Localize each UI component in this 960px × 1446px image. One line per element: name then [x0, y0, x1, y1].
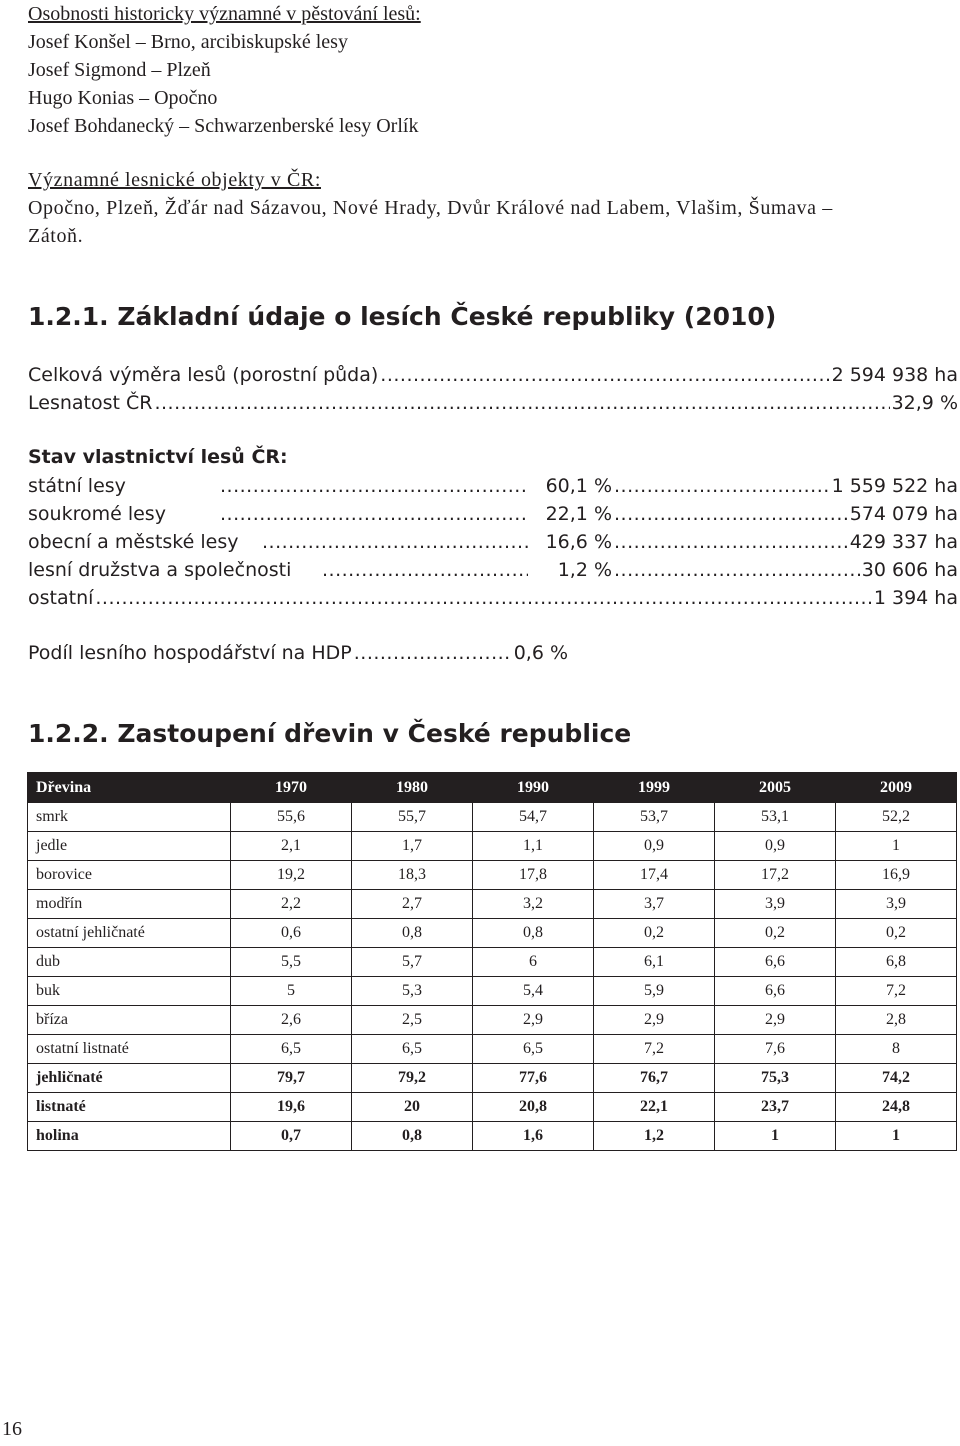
species-name-cell: buk: [28, 977, 231, 1006]
table-header-cell: Dřevina: [28, 773, 231, 803]
table-header-cell: 2009: [836, 773, 957, 803]
table-row: [28, 1093, 957, 1122]
species-name-cell: listnaté: [28, 1093, 231, 1122]
table-row: [28, 890, 957, 919]
share-value-cell: 6: [473, 948, 594, 977]
share-value-cell: 3,2: [473, 890, 594, 919]
share-value-cell: 5,5: [231, 948, 352, 977]
leader-dots: [95, 584, 871, 612]
forestry-objects-block: [28, 166, 958, 250]
leader-dots: [220, 500, 528, 528]
leader-dots: [614, 500, 848, 528]
share-value-cell: 79,2: [352, 1064, 473, 1093]
species-name-cell: jehličnaté: [28, 1064, 231, 1093]
share-value-cell: 17,2: [715, 861, 836, 890]
share-value-cell: 1,6: [473, 1122, 594, 1151]
table-row: [28, 1064, 957, 1093]
share-value-cell: 8: [836, 1035, 957, 1064]
person-line: Josef Sigmond – Plzeň: [28, 59, 211, 81]
table-row: [28, 832, 957, 861]
share-value-cell: 6,5: [231, 1035, 352, 1064]
share-value-cell: 19,6: [231, 1093, 352, 1122]
objects-heading: Významné lesnické objekty v ČR:: [28, 169, 321, 191]
share-value-cell: 0,2: [715, 919, 836, 948]
share-value-cell: 3,9: [715, 890, 836, 919]
share-value-cell: 54,7: [473, 803, 594, 832]
species-name-cell: modřín: [28, 890, 231, 919]
share-value-cell: 1: [836, 1122, 957, 1151]
ownership-label: státní lesy: [28, 475, 126, 497]
species-name-cell: borovice: [28, 861, 231, 890]
share-value-cell: 23,7: [715, 1093, 836, 1122]
share-value-cell: 0,8: [473, 919, 594, 948]
table-header-cell: 1999: [594, 773, 715, 803]
share-value-cell: 3,7: [594, 890, 715, 919]
share-value-cell: 0,8: [352, 1122, 473, 1151]
leader-dots: [262, 528, 528, 556]
share-value-cell: 0,9: [594, 832, 715, 861]
share-value-cell: 24,8: [836, 1093, 957, 1122]
share-value-cell: 53,1: [715, 803, 836, 832]
forest-cover-value: 32,9 %: [891, 392, 958, 414]
leader-dots: [614, 528, 848, 556]
person-line: Hugo Konias – Opočno: [28, 87, 218, 109]
table-row: [28, 1035, 957, 1064]
species-name-cell: dub: [28, 948, 231, 977]
share-value-cell: 2,5: [352, 1006, 473, 1035]
table-row: [28, 1006, 957, 1035]
gdp-label: Podíl lesního hospodářství na HDP: [28, 642, 352, 664]
share-value-cell: 1,7: [352, 832, 473, 861]
share-value-cell: 74,2: [836, 1064, 957, 1093]
share-value-cell: 7,2: [836, 977, 957, 1006]
species-name-cell: holina: [28, 1122, 231, 1151]
table-header-row: [28, 773, 957, 803]
person-line: Josef Bohdanecký – Schwarzenberské lesy Orlík: [28, 115, 419, 137]
share-value-cell: 20,8: [473, 1093, 594, 1122]
share-value-cell: 2,2: [231, 890, 352, 919]
table-row: [28, 803, 957, 832]
ownership-percent: 60,1 %: [545, 475, 612, 497]
share-value-cell: 77,6: [473, 1064, 594, 1093]
table-row: [28, 1122, 957, 1151]
share-value-cell: 2,9: [594, 1006, 715, 1035]
ownership-label: soukromé lesy: [28, 503, 166, 525]
share-value-cell: 19,2: [231, 861, 352, 890]
historical-heading: Osobnosti historicky významné v pěstování lesů:: [28, 3, 421, 25]
share-value-cell: 17,4: [594, 861, 715, 890]
section-122-title: 1.2.2. Zastoupení dřevin v České republice: [28, 719, 632, 748]
species-name-cell: bříza: [28, 1006, 231, 1035]
ownership-area: 1 559 522 ha: [831, 475, 958, 497]
section-121-title: 1.2.1. Základní údaje o lesích České republiky (2010): [28, 302, 777, 331]
share-value-cell: 55,7: [352, 803, 473, 832]
table-row: [28, 977, 957, 1006]
gdp-value: 0,6 %: [513, 642, 568, 664]
ownership-area: 30 606 ha: [861, 559, 958, 581]
share-value-cell: 6,1: [594, 948, 715, 977]
tree-species-table: [27, 772, 957, 1151]
species-name-cell: jedle: [28, 832, 231, 861]
share-value-cell: 6,6: [715, 977, 836, 1006]
share-value-cell: 2,7: [352, 890, 473, 919]
share-value-cell: 18,3: [352, 861, 473, 890]
leader-dots: [380, 361, 829, 389]
share-value-cell: 5,7: [352, 948, 473, 977]
share-value-cell: 7,6: [715, 1035, 836, 1064]
share-value-cell: 0,8: [352, 919, 473, 948]
share-value-cell: 6,5: [352, 1035, 473, 1064]
leader-dots: [354, 639, 512, 667]
ownership-heading: Stav vlastnictví lesů ČR:: [28, 446, 288, 468]
share-value-cell: 20: [352, 1093, 473, 1122]
table-header-cell: 1970: [231, 773, 352, 803]
share-value-cell: 1,2: [594, 1122, 715, 1151]
ownership-row: [28, 472, 958, 500]
species-name-cell: ostatní listnaté: [28, 1035, 231, 1064]
share-value-cell: 0,2: [594, 919, 715, 948]
forest-cover-row: [28, 389, 958, 417]
share-value-cell: 1: [715, 1122, 836, 1151]
objects-list-line: Zátoň.: [28, 225, 84, 247]
share-value-cell: 2,8: [836, 1006, 957, 1035]
share-value-cell: 5,3: [352, 977, 473, 1006]
share-value-cell: 2,9: [473, 1006, 594, 1035]
species-name-cell: smrk: [28, 803, 231, 832]
leader-dots: [154, 389, 889, 417]
share-value-cell: 2,1: [231, 832, 352, 861]
gdp-row: [28, 639, 568, 667]
share-value-cell: 0,2: [836, 919, 957, 948]
share-value-cell: 0,6: [231, 919, 352, 948]
share-value-cell: 79,7: [231, 1064, 352, 1093]
objects-list-line: Opočno, Plzeň, Žďár nad Sázavou, Nové Hrady, Dvůr Králové nad Labem, Vlašim, Šumava –: [28, 197, 833, 219]
leader-dots: [322, 556, 528, 584]
share-value-cell: 5,9: [594, 977, 715, 1006]
share-value-cell: 1,1: [473, 832, 594, 861]
table-row: [28, 919, 957, 948]
ownership-row: [28, 556, 958, 584]
share-value-cell: 0,9: [715, 832, 836, 861]
share-value-cell: 55,6: [231, 803, 352, 832]
share-value-cell: 6,5: [473, 1035, 594, 1064]
share-value-cell: 0,7: [231, 1122, 352, 1151]
ownership-row: [28, 500, 958, 528]
share-value-cell: 52,2: [836, 803, 957, 832]
ownership-percent: 16,6 %: [545, 531, 612, 553]
share-value-cell: 22,1: [594, 1093, 715, 1122]
ownership-row: [28, 584, 958, 612]
share-value-cell: 53,7: [594, 803, 715, 832]
share-value-cell: 5,4: [473, 977, 594, 1006]
historical-persons-block: [28, 0, 421, 140]
share-value-cell: 75,3: [715, 1064, 836, 1093]
share-value-cell: 2,9: [715, 1006, 836, 1035]
ownership-label: lesní družstva a společnosti: [28, 559, 292, 581]
ownership-label: ostatní: [28, 587, 94, 609]
table-header-cell: 2005: [715, 773, 836, 803]
share-value-cell: 5: [231, 977, 352, 1006]
table-row: [28, 948, 957, 977]
share-value-cell: 76,7: [594, 1064, 715, 1093]
share-value-cell: 6,6: [715, 948, 836, 977]
ownership-row: [28, 528, 958, 556]
share-value-cell: 2,6: [231, 1006, 352, 1035]
share-value-cell: 1: [836, 832, 957, 861]
share-value-cell: 6,8: [836, 948, 957, 977]
share-value-cell: 17,8: [473, 861, 594, 890]
table-header-cell: 1990: [473, 773, 594, 803]
leader-dots: [220, 472, 528, 500]
total-area-label: Celková výměra lesů (porostní půda): [28, 364, 379, 386]
person-line: Josef Konšel – Brno, arcibiskupské lesy: [28, 31, 348, 53]
total-area-row: [28, 361, 958, 389]
ownership-area: 1 394 ha: [873, 587, 958, 609]
ownership-area: 574 079 ha: [849, 503, 958, 525]
ownership-area: 429 337 ha: [849, 531, 958, 553]
ownership-heading-row: [28, 443, 958, 471]
ownership-percent: 1,2 %: [557, 559, 612, 581]
leader-dots: [614, 556, 860, 584]
share-value-cell: 3,9: [836, 890, 957, 919]
share-value-cell: 7,2: [594, 1035, 715, 1064]
ownership-percent: 22,1 %: [545, 503, 612, 525]
ownership-label: obecní a městské lesy: [28, 531, 239, 553]
share-value-cell: 16,9: [836, 861, 957, 890]
page-number: 16: [2, 1418, 22, 1440]
species-name-cell: ostatní jehličnaté: [28, 919, 231, 948]
leader-dots: [614, 472, 830, 500]
forest-cover-label: Lesnatost ČR: [28, 392, 153, 414]
total-area-value: 2 594 938 ha: [831, 364, 958, 386]
table-header-cell: 1980: [352, 773, 473, 803]
table-body: [28, 803, 957, 1151]
table-row: [28, 861, 957, 890]
